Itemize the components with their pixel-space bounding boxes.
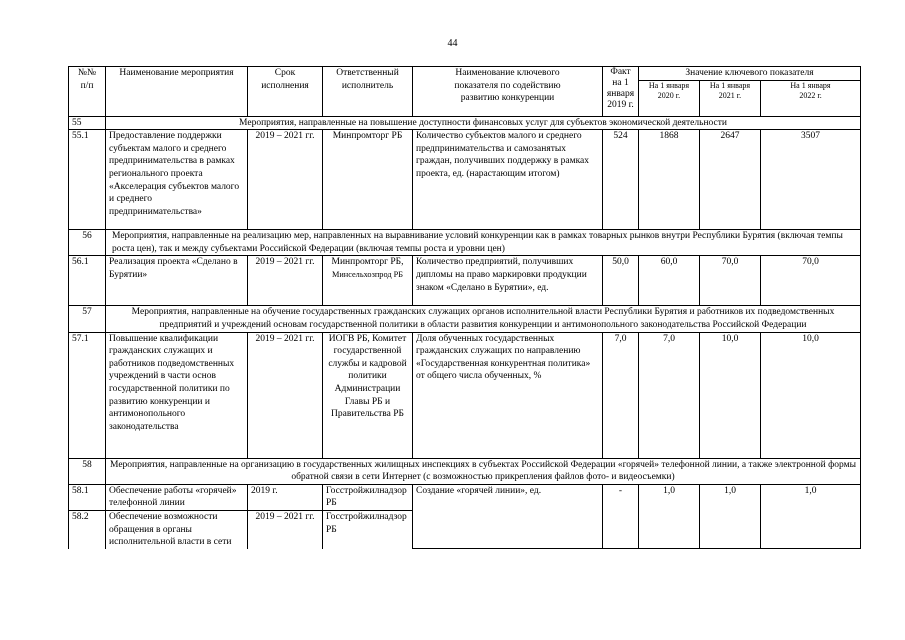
row-number: 58.1 [69, 484, 106, 510]
measures-table [68, 66, 861, 549]
header-fact: Факт на 1 января 2019 г. [603, 67, 639, 117]
value-2020: 1868 [639, 130, 700, 230]
fact-2019: - [603, 484, 639, 548]
indicator-name: Создание «горячей линии», ед. [413, 484, 603, 548]
measure-name: Реализация проекта «Сделано в Бурятии» [106, 256, 248, 306]
measure-term: 2019 – 2021 гг. [248, 332, 323, 458]
measure-name: Предоставление поддержки субъектам малого и среднего предпринимательства в рамках регионального проекта «Акселерация субъектов малого и среднего предпринимательства» [106, 130, 248, 230]
header-2021: На 1 января 2021 г. [700, 80, 761, 116]
measure-name: Повышение квалификации гражданских служащих и работников подведомственных учреждений в части основ государственной политики по развитию конкуренции и антимонопольного законодательства [106, 332, 248, 458]
fact-2019: 7,0 [603, 332, 639, 458]
value-2020: 1,0 [639, 484, 700, 548]
value-2022: 70,0 [761, 256, 861, 306]
table-row [69, 332, 861, 458]
section-55-row [69, 116, 861, 130]
section-number: 56 [69, 230, 106, 256]
header-responsible: Ответственный исполнитель [323, 67, 413, 117]
row-number: 58.2 [69, 510, 106, 548]
indicator-name: Количество предприятий, получивших дипломы на право маркировки продукции знаком «Сделано в Бурятии», ед. [413, 256, 603, 306]
section-56-row [69, 230, 861, 256]
table-row [69, 256, 861, 306]
value-2022: 3507 [761, 130, 861, 230]
value-2020: 60,0 [639, 256, 700, 306]
table-row [69, 130, 861, 230]
measure-term: 2019 – 2021 гг. [248, 130, 323, 230]
indicator-name: Доля обученных государственных гражданских служащих по направлению «Государственная конкурентная политика» от общего числа обученных, % [413, 332, 603, 458]
row-number: 57.1 [69, 332, 106, 458]
header-2022: На 1 января 2022 г. [761, 80, 861, 116]
measure-responsible: Госстройжилнадзор РБ [323, 510, 413, 548]
measure-responsible [323, 256, 413, 306]
header-num: №№ п/п [69, 67, 106, 117]
section-title: Мероприятия, направленные на обучение государственных гражданских служащих органов исполнительной власти Республики Бурятия и работников их подведомственных предприятий и учреждений основам государственной политики в области развития конкуренции и антимонопольного законодательства Российской Федерации [106, 306, 861, 332]
header-indicator: Наименование ключевого показателя по содействию развитию конкуренции [413, 67, 603, 117]
value-2021: 2647 [700, 130, 761, 230]
responsible-main: Минпромторг РБ, [331, 257, 404, 268]
value-2022: 1,0 [761, 484, 861, 548]
header-2020: На 1 января 2020 г. [639, 80, 700, 116]
section-number: 55 [69, 116, 106, 130]
section-57-row [69, 306, 861, 332]
value-2021: 70,0 [700, 256, 761, 306]
measure-term: 2019 г. [248, 484, 323, 510]
value-2022: 10,0 [761, 332, 861, 458]
measure-name: Обеспечение возможности обращения в органы исполнительной власти в сети [106, 510, 248, 548]
section-58-row [69, 458, 861, 484]
value-2020: 7,0 [639, 332, 700, 458]
fact-2019: 50,0 [603, 256, 639, 306]
measure-name: Обеспечение работы «горячей» телефонной линии [106, 484, 248, 510]
measure-responsible: Госстройжилнадзор РБ [323, 484, 413, 510]
section-number: 58 [69, 458, 106, 484]
measure-term: 2019 – 2021 гг. [248, 256, 323, 306]
value-2021: 1,0 [700, 484, 761, 548]
row-number: 55.1 [69, 130, 106, 230]
section-title: Мероприятия, направленные на реализацию мер, направленных на выравнивание условий конкуренции как в рамках товарных рынков внутри Республики Бурятия (включая темпы роста цен), так и между субъектами Российской Федерации (включая темпы роста и уровни цен) [106, 230, 861, 256]
header-values: Значение ключевого показателя [639, 67, 861, 81]
section-title: Мероприятия, направленные на повышение доступности финансовых услуг для субъектов экономической деятельности [106, 116, 861, 130]
header-name: Наименование мероприятия [106, 67, 248, 117]
measure-term: 2019 – 2021 гг. [248, 510, 323, 548]
section-title: Мероприятия, направленные на организацию в государственных жилищных инспекциях в субъектах Российской Федерации «горячей» телефонной линии, а также электронной формы обратной связи в сети Интернет (с возможностью прикрепления файлов фото- и видеосъемки) [106, 458, 861, 484]
section-number: 57 [69, 306, 106, 332]
header-term: Срок исполнения [248, 67, 323, 117]
row-number: 56.1 [69, 256, 106, 306]
measure-responsible: Минпромторг РБ [323, 130, 413, 230]
table-row [69, 484, 861, 510]
page-number: 44 [447, 38, 458, 49]
responsible-secondary: Минсельхозпрод РБ [331, 269, 404, 279]
measure-responsible: ИОГВ РБ, Комитет государственной службы и кадровой политики Администрации Главы РБ и Правительства РБ [323, 332, 413, 458]
value-2021: 10,0 [700, 332, 761, 458]
fact-2019: 524 [603, 130, 639, 230]
indicator-name: Количество субъектов малого и среднего предпринимательства и самозанятых граждан, получивших поддержку в рамках проекта, ед. (нарастающим итогом) [413, 130, 603, 230]
